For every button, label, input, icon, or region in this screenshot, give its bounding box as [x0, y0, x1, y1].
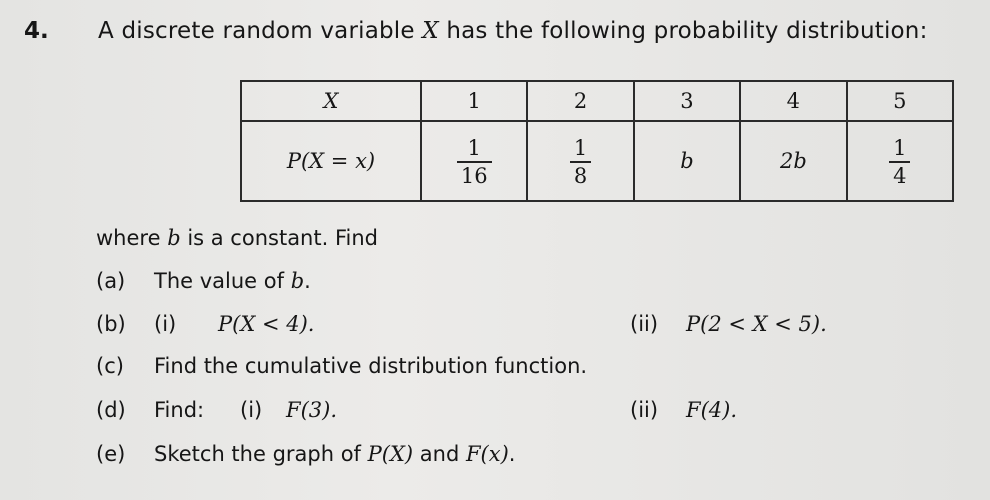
stem-prefix: A discrete random variable	[98, 18, 423, 44]
x-value-cell: 5	[847, 81, 953, 121]
fraction-denominator: 16	[457, 161, 492, 187]
intro-prefix: where	[96, 226, 168, 250]
probability-cell	[847, 121, 953, 201]
probability-cell: b	[634, 121, 740, 201]
table-row-x-values	[241, 81, 953, 121]
part-c	[96, 354, 587, 378]
fraction	[570, 135, 591, 188]
part-b-ii	[630, 312, 827, 336]
intro-suffix: is a constant. Find	[180, 226, 378, 250]
probability-distribution-table	[240, 80, 954, 202]
part-d-ii-label: (ii)	[630, 398, 659, 422]
part-a-text-prefix: The value of	[154, 269, 291, 293]
question-number: 4.	[24, 18, 49, 44]
part-c-label: (c)	[96, 354, 124, 378]
part-a-label: (a)	[96, 269, 126, 293]
part-c-text: Find the cumulative distribution function.	[154, 354, 588, 378]
part-b	[96, 312, 314, 336]
part-d-text: Find:	[154, 398, 205, 422]
part-d	[96, 398, 337, 422]
fraction-denominator: 8	[570, 161, 591, 187]
part-b-i-text: P(X < 4).	[218, 312, 315, 336]
part-a	[96, 269, 311, 293]
fraction	[889, 135, 910, 188]
part-a-variable: b	[290, 269, 305, 293]
fraction-numerator: 1	[893, 135, 907, 160]
fraction	[457, 135, 492, 188]
fraction-numerator: 1	[573, 135, 588, 160]
part-e-suffix: .	[508, 442, 516, 466]
part-e-label: (e)	[96, 442, 126, 466]
part-e-expr-2: F(x)	[465, 442, 509, 466]
x-value-cell: 1	[421, 81, 527, 121]
part-e	[96, 442, 515, 466]
part-e-expr-1: P(X)	[367, 442, 414, 466]
x-value-cell: 2	[527, 81, 633, 121]
x-header-cell: X	[241, 81, 421, 121]
question-stem	[98, 18, 928, 44]
part-e-text-prefix: Sketch the graph of	[154, 442, 368, 466]
probability-cell	[421, 121, 527, 201]
intro-text	[96, 226, 378, 250]
part-d-label: (d)	[96, 398, 126, 422]
x-value-cell: 4	[740, 81, 846, 121]
intro-variable: b	[167, 226, 181, 250]
part-e-mid: and	[413, 442, 466, 466]
part-b-ii-text: P(2 < X < 5).	[686, 312, 827, 336]
part-b-ii-label: (ii)	[630, 312, 659, 336]
part-d-ii	[630, 398, 737, 422]
part-b-label: (b)	[96, 312, 126, 336]
probability-cell	[527, 121, 633, 201]
fraction-numerator: 1	[467, 135, 481, 160]
stem-variable: X	[422, 18, 439, 44]
part-d-i-text: F(3).	[286, 398, 337, 422]
x-value-cell: 3	[634, 81, 740, 121]
part-d-i-label: (i)	[240, 398, 263, 422]
fraction-denominator: 4	[889, 161, 910, 187]
part-d-ii-text: F(4).	[686, 398, 737, 422]
probability-cell: 2b	[740, 121, 846, 201]
stem-suffix: has the following probability distribution:	[438, 18, 928, 44]
probability-header-cell: P(X = x)	[241, 121, 421, 201]
part-b-i-label: (i)	[154, 312, 177, 336]
part-a-text-suffix: .	[304, 269, 311, 293]
table-row-probabilities	[241, 121, 953, 201]
